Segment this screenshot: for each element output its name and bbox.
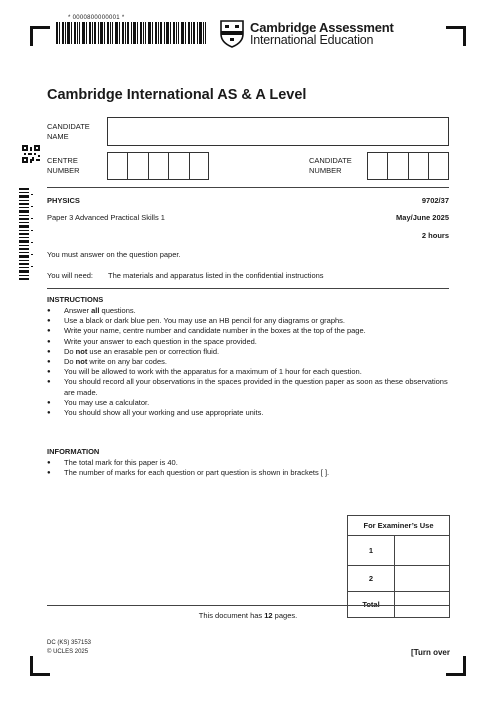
list-item: ● Write your answer to each question in the space provided.: [47, 337, 452, 347]
candidate-name-field[interactable]: [107, 117, 449, 146]
cambridge-crest-icon: [220, 20, 244, 48]
mark-cell[interactable]: [395, 536, 450, 566]
list-item: ● You will be allowed to work with the apparatus for a maximum of 1 hour for each question.: [47, 367, 452, 377]
list-item: ● You should show all your working and use appropriate units.: [47, 408, 452, 418]
centre-number-label-line2: NUMBER: [47, 166, 80, 176]
candidate-number-box[interactable]: [367, 152, 387, 180]
examiner-use-table: [347, 515, 450, 618]
candidate-number-box[interactable]: [428, 152, 448, 180]
centre-number-label: [47, 156, 80, 176]
centre-number-box[interactable]: [148, 152, 168, 180]
list-item: ● The number of marks for each question or part question is shown in brackets [ ].: [47, 468, 452, 478]
centre-number-box[interactable]: [189, 152, 209, 180]
subject: PHYSICS: [47, 196, 80, 205]
instructions-heading: INSTRUCTIONS: [47, 295, 104, 304]
will-need-value: The materials and apparatus listed in the confidential instructions: [108, 271, 324, 280]
crop-mark-top-left: [30, 26, 50, 46]
instruction-text: Answer: [64, 306, 92, 315]
information-heading: INFORMATION: [47, 447, 100, 456]
paper-name: Paper 3 Advanced Practical Skills 1: [47, 213, 165, 222]
candidate-number-boxes[interactable]: [367, 152, 449, 180]
candidate-number-box[interactable]: [387, 152, 407, 180]
instruction-emphasis: not: [75, 357, 88, 367]
crop-mark-top-right: [446, 26, 466, 46]
barcode-icon: [56, 22, 206, 44]
candidate-name-label: [47, 122, 90, 142]
instruction-emphasis: not: [75, 346, 88, 356]
turn-over-note: [Turn over: [411, 648, 450, 657]
page-count-text: This document has: [198, 611, 265, 620]
org-name-line1: Cambridge Assessment: [250, 19, 394, 35]
information-list: [47, 458, 452, 478]
table-row: [348, 536, 450, 566]
candidate-name-label-line1: CANDIDATE: [47, 122, 90, 131]
exam-duration: 2 hours: [421, 231, 449, 240]
candidate-number-box[interactable]: [408, 152, 428, 180]
exam-session: May/June 2025: [396, 213, 449, 222]
candidate-number-label-line2: NUMBER: [309, 166, 342, 176]
list-item: ● You should record all your observations in the spaces provided in the question paper as soon as these observations are made.: [47, 377, 452, 397]
page-count-text: pages.: [272, 611, 298, 620]
list-item: ● You may use a calculator.: [47, 398, 452, 408]
table-row: [348, 566, 450, 592]
instructions-list: [47, 306, 452, 418]
examiner-table-heading: For Examiner’s Use: [348, 516, 450, 536]
candidate-number-label: [309, 156, 352, 176]
list-item: [47, 357, 452, 367]
must-answer-note: You must answer on the question paper.: [47, 250, 181, 259]
vertical-barcode-icon: [19, 188, 37, 280]
question-number: 1: [348, 536, 395, 566]
cambridge-logo: [220, 20, 394, 48]
copyright: © UCLES 2025: [47, 649, 89, 655]
centre-number-boxes[interactable]: [107, 152, 209, 180]
crop-mark-bottom-right: [446, 656, 466, 676]
instruction-text: questions.: [99, 306, 136, 315]
list-item: [47, 306, 452, 316]
instruction-text: Do: [64, 357, 76, 367]
will-need-label: You will need:: [47, 271, 94, 280]
instruction-emphasis: all: [91, 306, 100, 315]
list-item: [47, 347, 452, 357]
question-number: 2: [348, 566, 395, 592]
candidate-number-label-line1: CANDIDATE: [309, 156, 352, 165]
paper-code: 9702/37: [421, 196, 449, 205]
crop-mark-bottom-left: [30, 656, 50, 676]
page-count: 12: [264, 611, 273, 620]
list-item: ● Use a black or dark blue pen. You may use an HB pencil for any diagrams or graphs.: [47, 316, 452, 326]
total-label: Total: [348, 592, 395, 618]
centre-number-box[interactable]: [107, 152, 127, 180]
document-code: DC (KS) 357153: [47, 640, 92, 646]
qr-code-icon: [22, 145, 40, 163]
mark-cell[interactable]: [395, 566, 450, 592]
divider: [47, 605, 449, 606]
centre-number-box[interactable]: [168, 152, 188, 180]
divider: [47, 288, 449, 289]
instruction-text: Do: [64, 346, 76, 356]
divider: [47, 187, 449, 188]
org-name-line2: International Education: [250, 33, 374, 48]
page-title: Cambridge International AS & A Level: [47, 87, 307, 103]
centre-number-label-line1: CENTRE: [47, 156, 78, 165]
candidate-name-label-line2: NAME: [47, 132, 69, 142]
list-item: ● Write your name, centre number and candidate number in the boxes at the top of the page.: [47, 326, 452, 336]
centre-number-box[interactable]: [127, 152, 147, 180]
page-count-note: [0, 611, 496, 620]
instruction-text: use an erasable pen or correction fluid.: [87, 346, 220, 356]
instruction-text: write on any bar codes.: [87, 357, 167, 367]
list-item: ● The total mark for this paper is 40.: [47, 458, 452, 468]
barcode-number: * 0000800000001 *: [68, 15, 125, 21]
